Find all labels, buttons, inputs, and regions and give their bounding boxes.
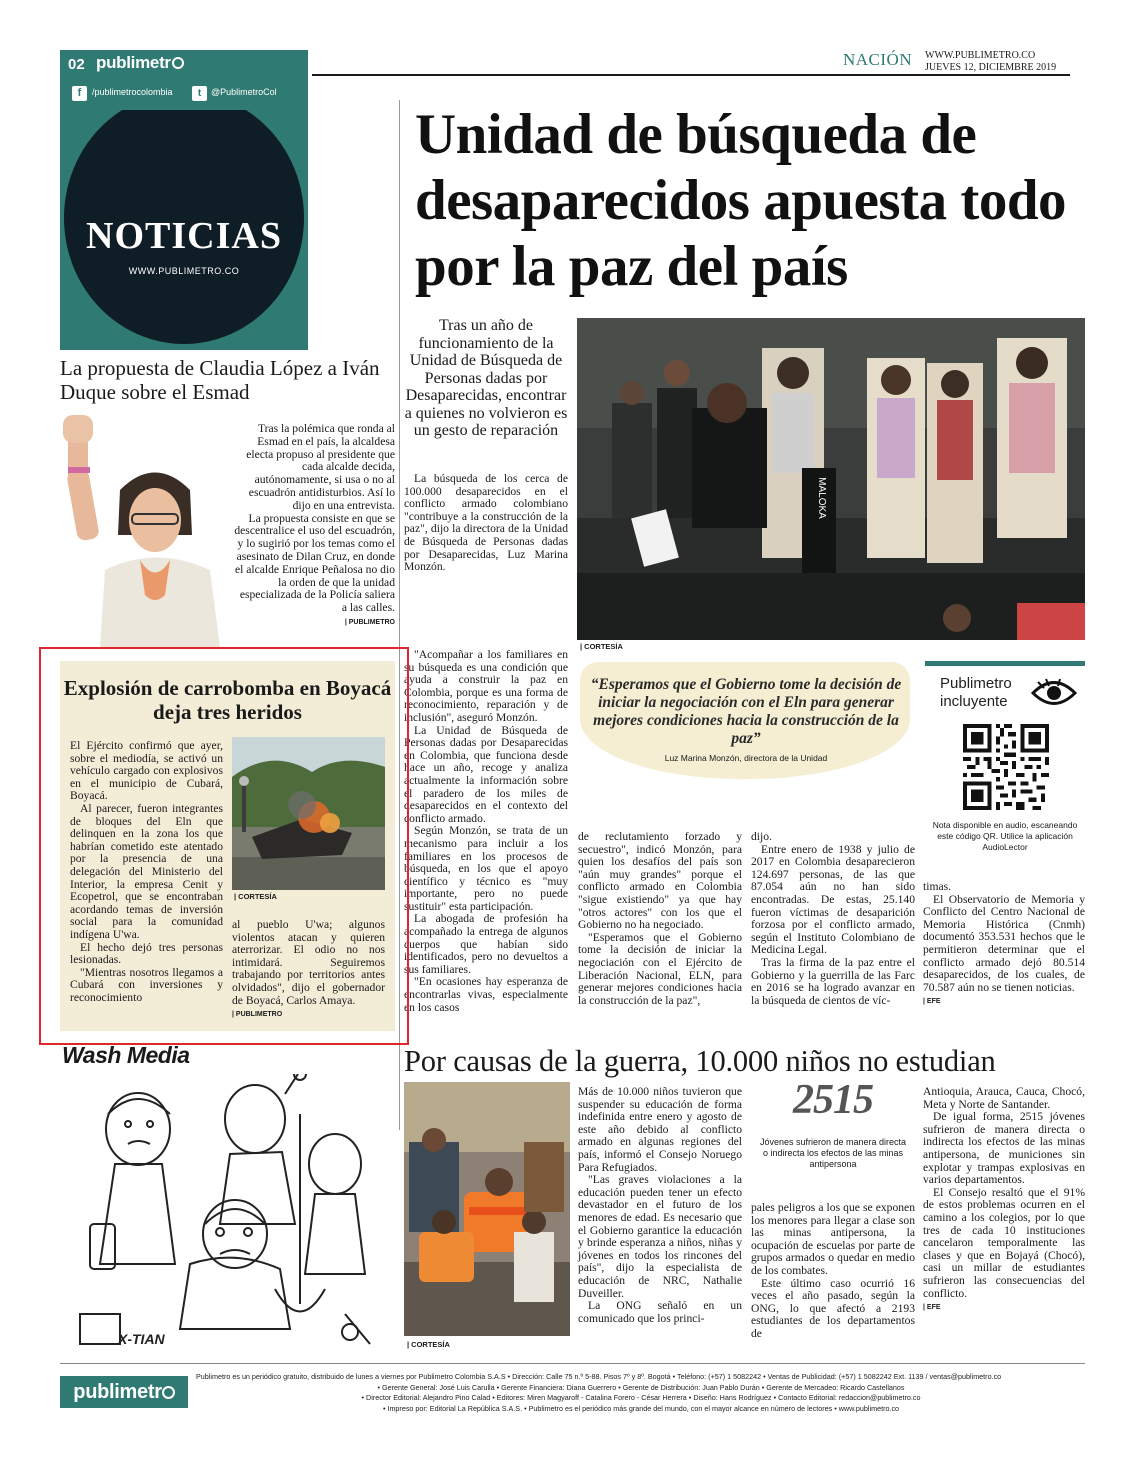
paragraph: "En ocasiones hay esperanza de encontrarlas vivas, especialmente en los casos <box>404 975 568 1014</box>
paragraph: Este último caso ocurrió 16 veces el año pasado, según la ONG, lo que afectó a 2193 estudiantes de los departamentos de <box>751 1276 915 1340</box>
main-story-col1-cont <box>404 649 568 1014</box>
header-rule <box>312 74 1070 76</box>
paragraph: "Mientras nosotros llegamos a Cubará con inversiones y reconocimiento <box>70 965 223 1004</box>
explosion-col1 <box>70 740 223 1004</box>
source-tag: | EFE <box>923 998 941 1006</box>
podium-text: MALOKA <box>816 477 827 519</box>
pull-quote: “Esperamos que el Gobierno tome la decisión de iniciar la negociación con el Eln para generar mejores condiciones hacia la construcción de la paz” <box>590 676 902 747</box>
paragraph: Según Monzón, se trata de un mecanismo para incluir a los familiares en los procesos de búsqueda, en los que el apoyo científico y técnico es "muy importante, pero no puede sustituir" esta participación. <box>404 824 568 913</box>
footer-line: • Director Editorial: Alejandro Pino Calad • Editores: Miren Magyaroff - Catalina Forero - César Herrera • Diseño: Hans Rodríguez • Contacto Editorial: redaccion@publimetro.co <box>361 1393 921 1402</box>
site-url: WWW.PUBLIMETRO.CO <box>925 50 1036 61</box>
paragraph: "Esperamos que el Gobierno tome la decisión de iniciar la negociación con el Ejército de Liberación Nacional, ELN, para generar mejores condiciones hacia la construcción de la paz", <box>578 930 742 1007</box>
paragraph: "Acompañar a los familiares en su búsqueda es una condición que ayuda a construir la paz en Colombia, porque es una forma de reconocimiento, reparación y de inclusión", aseguró Monzón. <box>404 648 568 724</box>
paragraph: Tras la firma de la paz entre el Gobierno y la guerrilla de las Farc en 2016 se ha logrado avanzar en la búsqueda de cientos de víc- <box>751 955 915 1007</box>
section-label: NOTICIAS <box>86 215 282 257</box>
photo-credit: | CORTESÍA <box>234 892 277 901</box>
editorial-cartoon <box>60 1074 395 1354</box>
footer-logo: publimetr <box>60 1376 188 1408</box>
main-story-col3 <box>751 831 915 1007</box>
globe-icon <box>162 1386 175 1399</box>
page-number: 02 <box>68 56 85 73</box>
kids-photo <box>404 1082 570 1336</box>
paragraph: Antioquia, Arauca, Cauca, Chocó, Meta y Norte de Santander. <box>923 1085 1085 1111</box>
paragraph: pales peligros a los que se exponen los menores para llegar a clase son las minas antipersona, la ocupación de escuelas por parte de grupos armados o quedar en medio de los combates. <box>751 1201 915 1277</box>
main-photo <box>577 318 1085 640</box>
brand-logo: publimetr <box>96 53 184 73</box>
footer-line: Publimetro es un periódico gratuito, distribuido de lunes a viernes por Publimetro Colombia S.A.S • Dirección: Calle 75 n.º 5-88. Pisos 7º y 8º. Bogotá • Teléfono: (+57) 1 5082242 • Ventas de Publicidad: (+57) 1 5082242 Ext. 1139 / ventas@publimetro.co <box>196 1372 1002 1381</box>
paragraph: De igual forma, 2515 jóvenes sufrieron de manera directa o indirecta los efectos de las minas antipersona, de municiones sin explotar y trampas explosivas en varios departamentos. <box>923 1110 1085 1187</box>
source-tag: | PUBLIMETRO <box>344 618 395 626</box>
photo-credit: | CORTESÍA <box>580 642 623 651</box>
cartoon-signature: X-TIAN <box>118 1331 165 1347</box>
issue-date: JUEVES 12, DICIEMBRE 2019 <box>925 62 1057 73</box>
main-story-col1 <box>404 473 568 574</box>
paragraph: Al parecer, fueron integrantes de bloques del Eln que delinquen en la zona los que habrían cometido este atentado por la presencia de una delegación del Ministerio del Interior, la empresa Cenit y Ecopetrol, que se encontraban acordando temas de inversión social para la comunidad indígena U'wa. <box>70 801 223 941</box>
paragraph: La propuesta consiste en que se descentralice el uso del escuadrón, y lo sugirió por los temas como el asesinato de Dilan Cruz, en donde el alcalde Enrique Peñalosa no dio la orden de que la unidad especializada de la Policía saliera a las calles. <box>234 511 395 615</box>
paragraph: La Unidad de Búsqueda de Personas dadas por Desaparecidas en Colombia, que funciona desde hace un año, recoge y analiza actualmente la información sobre el paradero de los miles de desaparecidos en el contexto del conflicto armado. <box>404 723 568 825</box>
kids-headline: Por causas de la guerra, 10.000 niños no estudian <box>404 1044 996 1078</box>
section-url: WWW.PUBLIMETRO.CO <box>128 266 240 276</box>
explosion-col2 <box>232 919 385 1022</box>
paragraph: El Observatorio de Memoria y Conflicto del Centro Nacional de Memoria Histórica (Cnmh) documentó 353.531 hechos que le permitieron determinar que el conflicto armado dejó 80.514 desaparecidos, de los cuales, de 70.587 aún no se tienen noticias. <box>923 892 1085 994</box>
stat-number: 2515 <box>793 1077 873 1123</box>
cartoon-title: Wash Media <box>62 1042 190 1068</box>
main-story-col2 <box>578 831 742 1007</box>
footer-credits <box>196 1372 1086 1414</box>
footer-rule <box>60 1363 1085 1364</box>
claudia-story-body <box>232 423 395 630</box>
claudia-photo <box>60 410 240 648</box>
paragraph: "Las graves violaciones a la educación pueden tener un efecto devastador en el futuro de los menores de edad. Es necesario que el Gobierno garantice la educación y brinde esperanza a niños, niñas y jóvenes en todos los rincones del país", dijo la especialista de educación de NRC, Nathalie Duveiller. <box>578 1173 742 1300</box>
main-kicker: Tras un año de funcionamiento de la Unidad de Búsqueda de Personas dadas por Desaparecidas, encontrar a quienes no volvieron es un gesto de reparación <box>404 317 568 439</box>
paragraph: de reclutamiento forzado y secuestro", indicó Monzón, para quien los desafíos del país son "aún muy grandes" porque el conflicto armado en Colombia "sigue existiendo" ya que hay "otros actores" con los que el Gobierno no ha negociado. <box>578 830 742 932</box>
explosion-headline: Explosión de carrobomba en Boyacá deja tres heridos <box>63 676 392 724</box>
paragraph: La ONG señaló en un comunicado que los princi- <box>578 1299 742 1325</box>
paragraph: Entre enero de 1938 y julio de 2017 en Colombia desaparecieron 124.697 personas, de las que 87.054 aún no han sido encontradas. De estas, 25.140 fueron víctimas de desaparición forzosa por el conflicto armado, según el Instituto Colombiano de Medicina Legal. <box>751 842 915 957</box>
main-headline: Unidad de búsqueda de desaparecidos apuesta todo por la paz del país <box>415 103 1067 298</box>
explosion-photo <box>232 737 385 890</box>
photo-credit: | CORTESÍA <box>407 1340 450 1349</box>
paragraph: El Ejército confirmó que ayer, sobre el mediodía, se activó un vehículo cargado con explosivos en el municipio de Cubará, Boyacá. <box>70 739 223 803</box>
eye-icon <box>1030 676 1078 710</box>
source-tag: | PUBLIMETRO <box>232 1011 283 1019</box>
kids-col2 <box>751 1202 915 1341</box>
section-name: NACIÓN <box>843 50 913 69</box>
paragraph: La búsqueda de los cerca de 100.000 desaparecidos en el conflicto armado colombiano "contribuye a la construcción de la paz", dijo la directora de la Unidad de Búsqueda de Personas dadas por Desaparecidas, Luz Marina Monzón. <box>404 472 568 574</box>
paragraph: El hecho dejó tres personas lesionadas. <box>70 940 223 967</box>
paragraph: Tras la polémica que ronda al Esmad en el país, la alcaldesa electa propuso al presidente que cada alcalde decida, autónomamente, si usa o no al escuadrón antidisturbios. Así lo dijo en una entrevista. <box>246 422 395 512</box>
kids-col1 <box>578 1086 742 1325</box>
facebook-icon: f <box>72 86 87 101</box>
twitter-handle: @PublimetroCol <box>211 87 277 97</box>
pull-quote-attribution: Luz Marina Monzón, directora de la Unidad <box>664 753 828 763</box>
twitter-icon: t <box>192 86 207 101</box>
footer-line: • Impreso por: Editorial La República S.A.S. • Publimetro es el periódico más grande del mundo, con el mayor alcance en número de lectores • www.publimetro.co <box>382 1403 900 1413</box>
paragraph: La abogada de profesión ha acompañado la entrega de algunos cuerpos que habían sido identificados, pero no devueltos a sus familiares. <box>404 912 568 976</box>
paragraph: al pueblo U'wa; algunos violentos atacan y quieren aterrorizar. El odio no nos intimidará. Seguiremos trabajando por territorios antes olvidados", dijo el gobernador de Boyacá, Carlos Amaya. <box>232 918 385 1007</box>
qr-code[interactable] <box>963 724 1049 810</box>
main-story-col4 <box>923 881 1085 1009</box>
paragraph: timas. <box>923 880 952 893</box>
paragraph: dijo. <box>751 830 772 843</box>
footer-line: • Gerente General: José Luis Carulla • Gerente Financiera: Diana Guerrero • Gerente de Distribución: Juan Pablo Durán • Gerente de Mercadeo: Ricardo Castellanos <box>377 1382 905 1392</box>
claudia-headline: La propuesta de Claudia López a Iván Duque sobre el Esmad <box>60 356 380 404</box>
globe-icon <box>172 57 184 69</box>
incluyente-title: Publimetro incluyente <box>940 675 1012 710</box>
kids-col3 <box>923 1086 1085 1315</box>
facebook-handle: /publimetrocolombia <box>92 87 173 97</box>
incluyente-note: Nota disponible en audio, escaneando este código QR. Utilice la aplicación AudioLector <box>932 820 1078 852</box>
stat-caption: Jóvenes sufrieron de manera directa o indirecta los efectos de las minas antipersona <box>759 1137 907 1169</box>
source-tag: | EFE <box>923 1304 941 1312</box>
paragraph: Más de 10.000 niños tuvieron que suspender su educación de forma indefinida entre enero y agosto de este año debido al conflicto armado en algunas regiones del país, informó el Consejo Noruego Para Refugiados. <box>578 1085 742 1174</box>
incluyente-bar <box>925 661 1085 666</box>
paragraph: El Consejo resaltó que el 91% de estos problemas ocurren en el camino a los colegios, por lo que tres de cada 10 instituciones cancelaron temporalmente las clases y que en Bojayá (Chocó), casi un millar de estudiantes sufrieron las consecuencias del conflicto. <box>923 1185 1085 1300</box>
